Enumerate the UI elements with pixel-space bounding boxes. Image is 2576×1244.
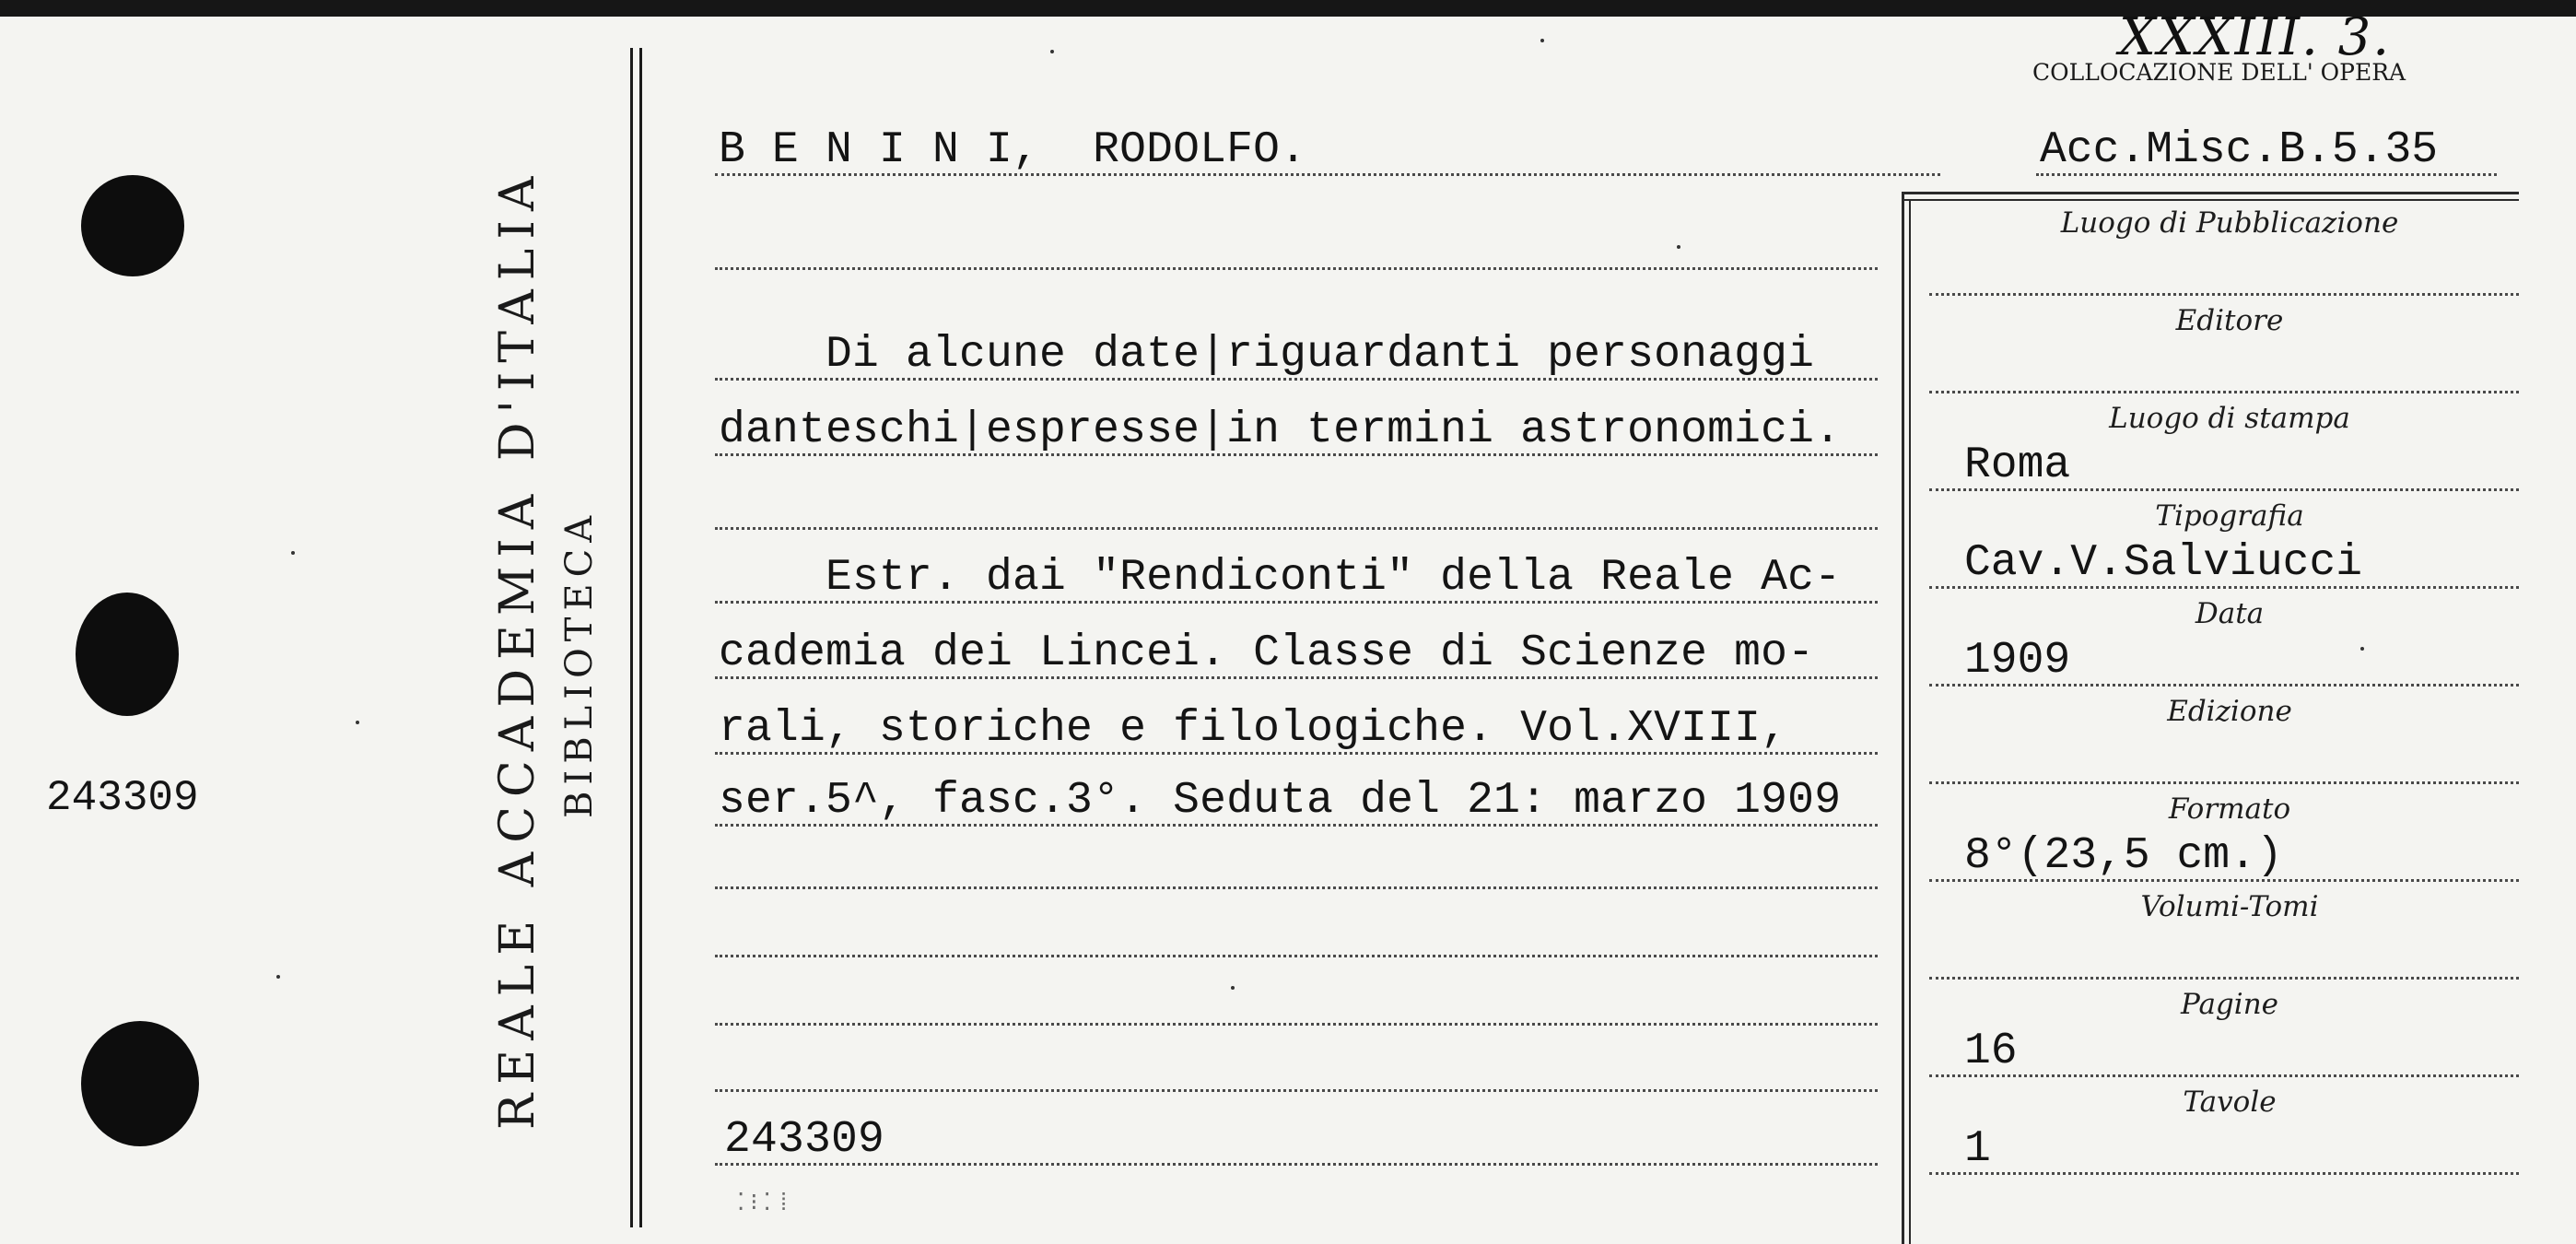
scan-speck (356, 721, 359, 724)
field-label-edizione: Edizione (2167, 695, 2292, 728)
note-line-1: Estr. dai "Rendiconti" della Reale Ac- (719, 553, 1842, 603)
placement-caption: COLLOCAZIONE DELL' OPERA (2032, 59, 2406, 86)
rule-note-1 (715, 601, 1878, 604)
left-margin-rule-2 (639, 48, 642, 1227)
note-line-3: rali, storiche e filologiche. Vol.XVIII, (719, 704, 1788, 754)
rule-title-1 (715, 378, 1878, 381)
rule-blank-5 (715, 1023, 1878, 1026)
library-catalog-card (0, 7, 2576, 1243)
department-name: BIBLIOTECA (558, 509, 601, 818)
field-label-luogo-pubblicazione: Luogo di Pubblicazione (2060, 206, 2399, 240)
scan-speck (291, 551, 295, 555)
field-label-tavole: Tavole (2183, 1086, 2277, 1119)
field-label-pagine: Pagine (2180, 988, 2279, 1021)
scan-speck (1231, 986, 1235, 990)
rule-author (715, 173, 1940, 176)
rule-shelf (2036, 173, 2497, 176)
rule-blank-4 (715, 955, 1878, 957)
title-line-2: danteschi|espresse|in termini astronomici. (719, 405, 1842, 455)
faint-stamp-marks: ⁚⁝⁚⁞ (737, 1190, 797, 1217)
shelf-mark: Acc.Misc.B.5.35 (2040, 125, 2439, 175)
rule-inventory (715, 1163, 1878, 1166)
field-label-tipografia: Tipografia (2155, 499, 2304, 533)
inventory-number: 243309 (724, 1115, 885, 1165)
field-value-tipografia: Cav.V.Salviucci (1964, 538, 2363, 588)
field-rule-data (1929, 684, 2519, 687)
left-margin-rule-1 (630, 48, 633, 1227)
field-value-data: 1909 (1964, 636, 2071, 686)
rule-title-2 (715, 453, 1878, 456)
punch-hole-bottom (81, 1021, 199, 1146)
punch-hole-middle (76, 593, 179, 716)
scan-speck (2360, 647, 2364, 651)
details-panel-top-border-2 (1902, 199, 2519, 201)
field-label-formato: Formato (2168, 792, 2291, 826)
field-label-data: Data (2195, 597, 2265, 630)
field-rule-luogo-stampa (1929, 488, 2519, 491)
author-heading: B E N I N I, RODOLFO. (719, 125, 1307, 175)
scan-speck (1677, 245, 1680, 249)
note-line-2: cademia dei Lincei. Classe di Scienze mo- (719, 628, 1815, 678)
rule-note-2 (715, 676, 1878, 679)
field-label-luogo-stampa: Luogo di stampa (2109, 402, 2350, 435)
field-value-pagine: 16 (1964, 1027, 2018, 1076)
punch-hole-top (81, 175, 184, 276)
details-panel-top-border (1902, 192, 2519, 194)
rule-blank-6 (715, 1089, 1878, 1092)
field-label-editore: Editore (2175, 304, 2284, 337)
field-rule-pagine (1929, 1074, 2519, 1077)
field-rule-edizione (1929, 781, 2519, 784)
field-rule-luogo-pubblicazione (1929, 293, 2519, 296)
institution-name: REALE ACCADEMIA D'ITALIA (490, 167, 545, 1130)
field-value-formato: 8°(23,5 cm.) (1964, 831, 2283, 881)
rule-blank-2 (715, 527, 1878, 530)
scan-speck (276, 975, 280, 979)
field-rule-formato (1929, 879, 2519, 882)
note-line-4: ser.5^, fasc.3°. Seduta del 21: marzo 1909 (719, 776, 1842, 826)
field-value-luogo-stampa: Roma (1964, 440, 2071, 490)
title-line-1: Di alcune date|riguardanti personaggi (719, 330, 1815, 380)
scan-speck (1540, 39, 1544, 42)
rule-blank-1 (715, 267, 1878, 270)
rule-blank-3 (715, 886, 1878, 889)
field-rule-editore (1929, 391, 2519, 393)
field-value-tavole: 1 (1964, 1124, 1991, 1174)
field-rule-tipografia (1929, 586, 2519, 589)
scan-speck (1050, 50, 1054, 53)
rule-note-3 (715, 752, 1878, 755)
field-label-volumi-tomi: Volumi-Tomi (2140, 890, 2319, 923)
side-stamp-number: 243309 (46, 774, 199, 822)
field-rule-volumi-tomi (1929, 977, 2519, 980)
rule-note-4 (715, 824, 1878, 827)
handwritten-shelf-mark: XXXIII. 3. (2119, 7, 2391, 67)
field-rule-tavole (1929, 1172, 2519, 1175)
